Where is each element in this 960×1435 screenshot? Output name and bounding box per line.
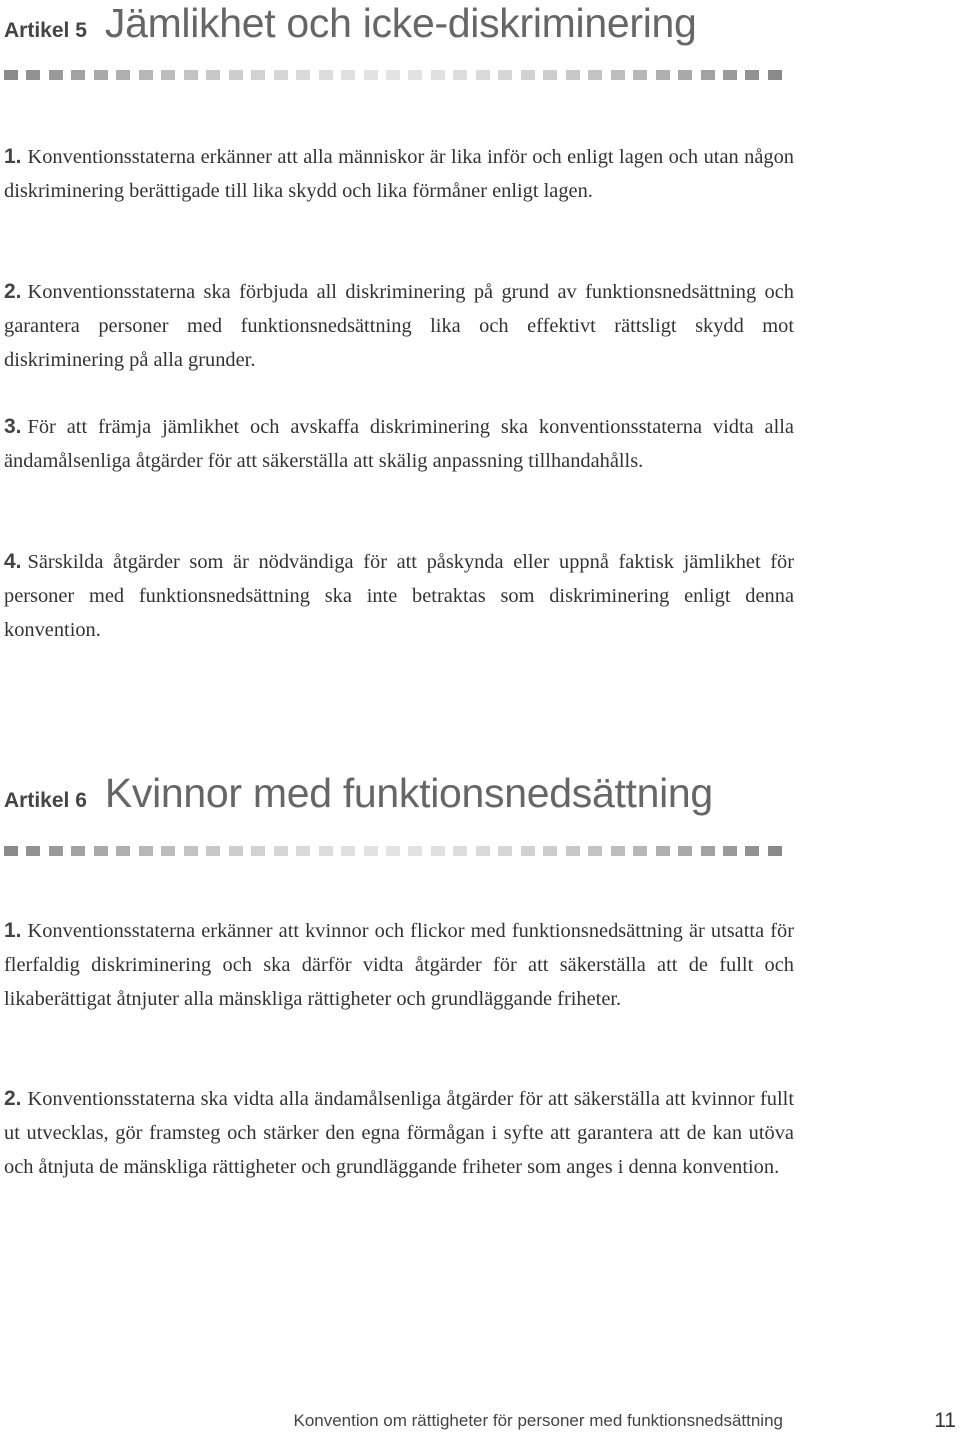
divider-block [71,846,85,856]
divider-block [319,846,333,856]
paragraph-text: Konventionsstaterna erkänner att alla människor är lika inför och enligt lagen och utan någon diskriminering berättigade till lika skydd och lika förmåner enligt lagen. [4,146,794,202]
divider-block [229,70,243,80]
article-6-paragraph-2 [4,1082,794,1184]
paragraph-text: För att främja jämlikhet och avskaffa diskriminering ska konventionsstaterna vidta alla ändamålsenliga åtgärder för att säkerställa att skälig anpassning tillhandahålls. [4,416,794,472]
divider-block [26,846,40,856]
paragraph-text: Konventionsstaterna ska förbjuda all diskriminering på grund av funktionsnedsättning och garantera personer med funktionsnedsättning lika och effektivt rättsligt skydd mot diskriminering på alla grunder. [4,281,794,371]
article-5-label: Artikel 5 [4,19,87,42]
divider-block [476,846,490,856]
divider-block [498,70,512,80]
divider-block [453,846,467,856]
article-5-paragraph-4 [4,545,794,647]
divider-block [386,70,400,80]
divider-block [26,70,40,80]
divider-block [161,846,175,856]
divider-block [723,846,737,856]
divider-block [701,846,715,856]
divider-block [206,846,220,856]
divider-block [319,70,333,80]
divider-block [71,70,85,80]
divider-block [611,846,625,856]
divider-block [723,70,737,80]
divider-block [656,70,670,80]
divider-block [633,70,647,80]
divider-block [251,70,265,80]
divider-block [498,846,512,856]
divider-block [543,846,557,856]
divider-block [161,70,175,80]
divider-block [543,70,557,80]
paragraph-number: 2. [4,1087,22,1110]
article-6-title: Kvinnor med funktionsnedsättning [104,770,713,816]
article-6-heading [4,770,713,817]
page-number: 11 [934,1409,956,1432]
divider-block [364,846,378,856]
divider-block [768,846,782,856]
article-6-divider [4,846,782,856]
divider-block [49,70,63,80]
divider-block [408,70,422,80]
article-5-title: Jämlikhet och icke-diskriminering [104,0,697,46]
divider-block [274,70,288,80]
divider-block [521,846,535,856]
divider-block [588,846,602,856]
divider-block [139,70,153,80]
divider-block [611,70,625,80]
divider-block [139,846,153,856]
footer-title: Konvention om rättigheter för personer med funktionsnedsättning [293,1411,783,1430]
divider-block [296,846,310,856]
divider-block [431,846,445,856]
divider-block [701,70,715,80]
paragraph-text: Konventionsstaterna erkänner att kvinnor och flickor med funktionsnedsättning är utsatta för flerfaldig diskriminering och ska därför vidta åtgärder för att säkerställa att de fullt och likaberättigat åtnjuter alla mänskliga rättigheter och grundläggande friheter. [4,920,794,1010]
divider-block [521,70,535,80]
divider-block [566,70,580,80]
divider-block [386,846,400,856]
article-5-paragraph-3 [4,410,794,478]
divider-block [94,70,108,80]
divider-block [768,70,782,80]
divider-block [745,846,759,856]
divider-block [745,70,759,80]
article-5-paragraph-1 [4,140,794,208]
divider-block [453,70,467,80]
article-6-paragraph-1 [4,914,794,1016]
paragraph-number: 2. [4,280,22,303]
divider-block [678,846,692,856]
divider-block [116,846,130,856]
divider-block [678,70,692,80]
article-6-label: Artikel 6 [4,789,87,812]
divider-block [431,70,445,80]
divider-block [408,846,422,856]
paragraph-number: 3. [4,415,22,438]
article-5-heading [4,0,697,47]
divider-block [588,70,602,80]
paragraph-text: Särskilda åtgärder som är nödvändiga för att påskynda eller uppnå faktisk jämlikhet för personer med funktionsnedsättning ska inte betraktas som diskriminering enligt denna konvention. [4,551,794,641]
divider-block [229,846,243,856]
paragraph-number: 1. [4,919,22,942]
divider-block [184,70,198,80]
divider-block [206,70,220,80]
article-5-paragraph-2 [4,275,794,377]
divider-block [4,70,18,80]
divider-block [94,846,108,856]
divider-block [116,70,130,80]
divider-block [341,846,355,856]
divider-block [274,846,288,856]
divider-block [251,846,265,856]
paragraph-text: Konventionsstaterna ska vidta alla ändamålsenliga åtgärder för att säkerställa att kvinnor fullt ut utvecklas, gör framsteg och stärker den egna förmågan i syfte att garantera att de kan utöva och åtnjuta de mänskliga rättigheter och grundläggande friheter som anges i denna konvention. [4,1088,794,1178]
paragraph-number: 4. [4,550,22,573]
paragraph-number: 1. [4,145,22,168]
divider-block [296,70,310,80]
divider-block [4,846,18,856]
divider-block [633,846,647,856]
divider-block [49,846,63,856]
divider-block [476,70,490,80]
divider-block [184,846,198,856]
divider-block [364,70,378,80]
divider-block [341,70,355,80]
divider-block [566,846,580,856]
article-5-divider [4,70,782,80]
divider-block [656,846,670,856]
